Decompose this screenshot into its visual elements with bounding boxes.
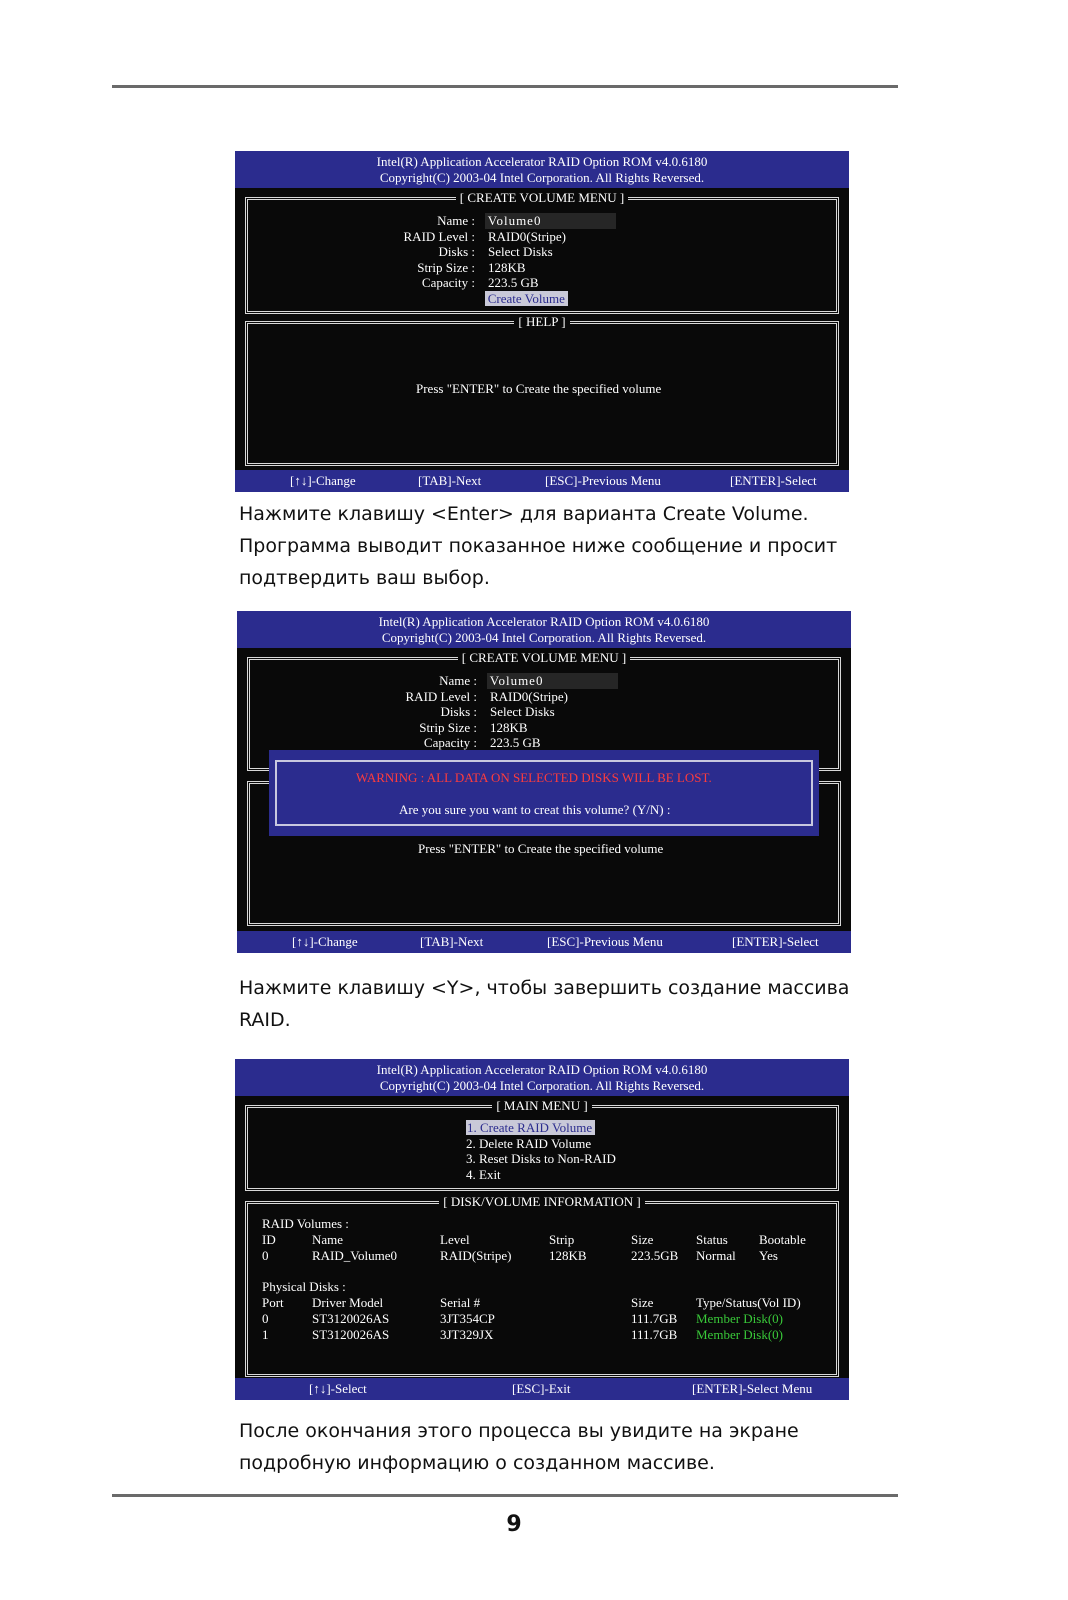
bios-screen-create-volume	[235, 151, 849, 492]
volume-bootable: Yes	[759, 1248, 778, 1263]
col-header-type-status: Type/Status(Vol ID)	[696, 1295, 801, 1310]
disk-model: ST3120026AS	[312, 1327, 390, 1342]
create-volume-menu-title: [ CREATE VOLUME MENU ]	[458, 650, 630, 665]
warning-dialog	[269, 750, 819, 836]
col-header-id: ID	[262, 1232, 276, 1247]
col-header-driver-model: Driver Model	[312, 1295, 384, 1310]
volume-name: RAID_Volume0	[312, 1248, 397, 1263]
disks-value: Select Disks	[490, 704, 555, 720]
disk-port: 1	[262, 1327, 269, 1342]
col-header-strip: Strip	[549, 1232, 575, 1247]
raid-level-value: RAID0(Stripe)	[490, 688, 568, 704]
footer-select-menu: [ENTER]-Select Menu	[692, 1381, 813, 1396]
bottom-rule	[112, 1494, 898, 1497]
volume-name-field[interactable]: Volume0	[485, 213, 616, 229]
volume-status: Normal	[696, 1248, 736, 1263]
name-label: Name :	[439, 673, 477, 688]
disk-serial: 3JT354CP	[440, 1311, 495, 1326]
create-volume-button[interactable]: Create Volume	[485, 291, 568, 306]
disk-size: 111.7GB	[631, 1311, 678, 1326]
col-header-disk-size: Size	[631, 1295, 654, 1310]
volume-size: 223.5GB	[631, 1248, 679, 1263]
col-header-port: Port	[262, 1295, 284, 1310]
disks-label: Disks :	[438, 244, 475, 260]
menu-item-reset-disks[interactable]: 3. Reset Disks to Non-RAID	[466, 1151, 616, 1167]
col-header-level: Level	[440, 1232, 470, 1247]
col-header-status: Status	[696, 1232, 728, 1247]
col-header-name: Name	[312, 1232, 344, 1247]
col-header-serial: Serial #	[440, 1295, 481, 1310]
col-header-bootable: Bootable	[759, 1232, 806, 1247]
disk-volume-info-frame	[245, 1194, 839, 1377]
disk-volume-info-title: [ DISK/VOLUME INFORMATION ]	[439, 1194, 645, 1209]
bios-footer	[235, 1378, 849, 1400]
disks-label: Disks :	[440, 704, 477, 720]
help-text: Press "ENTER" to Create the specified volume	[418, 841, 664, 856]
raid-level-label: RAID Level :	[403, 228, 475, 244]
raid-level-label: RAID Level :	[405, 688, 477, 704]
confirm-prompt[interactable]: Are you sure you want to creat this volume? (Y/N) :	[399, 802, 671, 817]
capacity-label: Capacity :	[423, 735, 477, 751]
bios-title: Intel(R) Application Accelerator RAID Option ROM v4.0.6180	[378, 614, 710, 629]
raid-volumes-label: RAID Volumes :	[262, 1216, 349, 1231]
bios-footer	[235, 470, 849, 492]
volume-name-field[interactable]: Volume0	[487, 673, 618, 689]
help-text: Press "ENTER" to Create the specified volume	[416, 381, 662, 396]
col-header-size: Size	[631, 1232, 654, 1247]
raid-level-value[interactable]: RAID0(Stripe)	[488, 228, 566, 244]
footer-select: [↑↓]-Select	[309, 1381, 367, 1396]
bios-copyright: Copyright(C) 2003-04 Intel Corporation. All Rights Reversed.	[379, 1078, 705, 1093]
footer-previous-menu: [ESC]-Previous Menu	[547, 934, 663, 949]
footer-change: [↑↓]-Change	[290, 473, 356, 488]
disk-port: 0	[262, 1311, 269, 1326]
menu-item-delete-raid-volume[interactable]: 2. Delete RAID Volume	[466, 1135, 592, 1151]
strip-size-label: Strip Size :	[417, 259, 475, 275]
volume-level: RAID(Stripe)	[440, 1248, 512, 1263]
footer-select: [ENTER]-Select	[732, 934, 819, 949]
disk-serial: 3JT329JX	[440, 1327, 494, 1342]
page-number: 9	[506, 1512, 522, 1537]
footer-exit: [ESC]-Exit	[512, 1381, 571, 1396]
help-title: [ HELP ]	[514, 314, 569, 329]
footer-select: [ENTER]-Select	[730, 473, 817, 488]
menu-item-exit[interactable]: 4. Exit	[466, 1166, 501, 1182]
volume-strip: 128KB	[549, 1248, 587, 1263]
physical-disks-label: Physical Disks :	[262, 1279, 346, 1294]
paragraph-2: Нажмите клавишу <Y>, чтобы завершить создание массива RAID.	[239, 977, 850, 1031]
bios-title: Intel(R) Application Accelerator RAID Option ROM v4.0.6180	[376, 1062, 708, 1077]
bios-screen-confirm	[237, 611, 851, 953]
bios-header	[235, 151, 849, 188]
main-menu-title: [ MAIN MENU ]	[492, 1098, 591, 1113]
footer-next: [TAB]-Next	[420, 934, 484, 949]
disk-size: 111.7GB	[631, 1327, 678, 1342]
footer-previous-menu: [ESC]-Previous Menu	[545, 473, 661, 488]
warning-text: WARNING : ALL DATA ON SELECTED DISKS WILL BE LOST.	[356, 770, 712, 785]
disk-type-status: Member Disk(0)	[696, 1327, 784, 1342]
bios-copyright: Copyright(C) 2003-04 Intel Corporation. All Rights Reversed.	[379, 170, 705, 185]
bios-screen-main-menu	[235, 1059, 849, 1400]
bios-copyright: Copyright(C) 2003-04 Intel Corporation. All Rights Reversed.	[381, 630, 707, 645]
bios-header	[237, 611, 851, 648]
main-menu-frame	[245, 1098, 839, 1191]
disk-type-status: Member Disk(0)	[696, 1311, 784, 1326]
bios-title: Intel(R) Application Accelerator RAID Option ROM v4.0.6180	[376, 154, 708, 169]
disks-value[interactable]: Select Disks	[488, 244, 553, 260]
footer-change: [↑↓]-Change	[292, 934, 358, 949]
strip-size-value: 128KB	[490, 719, 528, 735]
menu-item-create-raid-volume[interactable]: 1. Create RAID Volume	[466, 1120, 595, 1135]
strip-size-label: Strip Size :	[419, 719, 477, 735]
disk-model: ST3120026AS	[312, 1311, 390, 1326]
capacity-value: 223.5 GB	[490, 735, 541, 751]
footer-next: [TAB]-Next	[418, 473, 482, 488]
top-rule	[112, 85, 898, 88]
strip-size-value[interactable]: 128KB	[488, 259, 526, 275]
paragraph-3: После окончания этого процесса вы увидите на экране подробную информацию о созданном массиве.	[239, 1420, 799, 1474]
bios-footer	[237, 931, 851, 953]
name-label: Name :	[437, 213, 475, 228]
create-volume-menu-title: [ CREATE VOLUME MENU ]	[456, 190, 628, 205]
capacity-label: Capacity :	[421, 275, 475, 291]
help-frame	[245, 314, 839, 466]
paragraph-1: Нажмите клавишу <Enter> для варианта Create Volume. Программа выводит показанное ниже сообщение и просит подтвердить ваш выбор.	[239, 503, 838, 589]
bios-header	[235, 1059, 849, 1096]
volume-id: 0	[262, 1248, 269, 1263]
create-volume-menu-frame	[245, 190, 839, 314]
capacity-value[interactable]: 223.5 GB	[488, 275, 539, 291]
